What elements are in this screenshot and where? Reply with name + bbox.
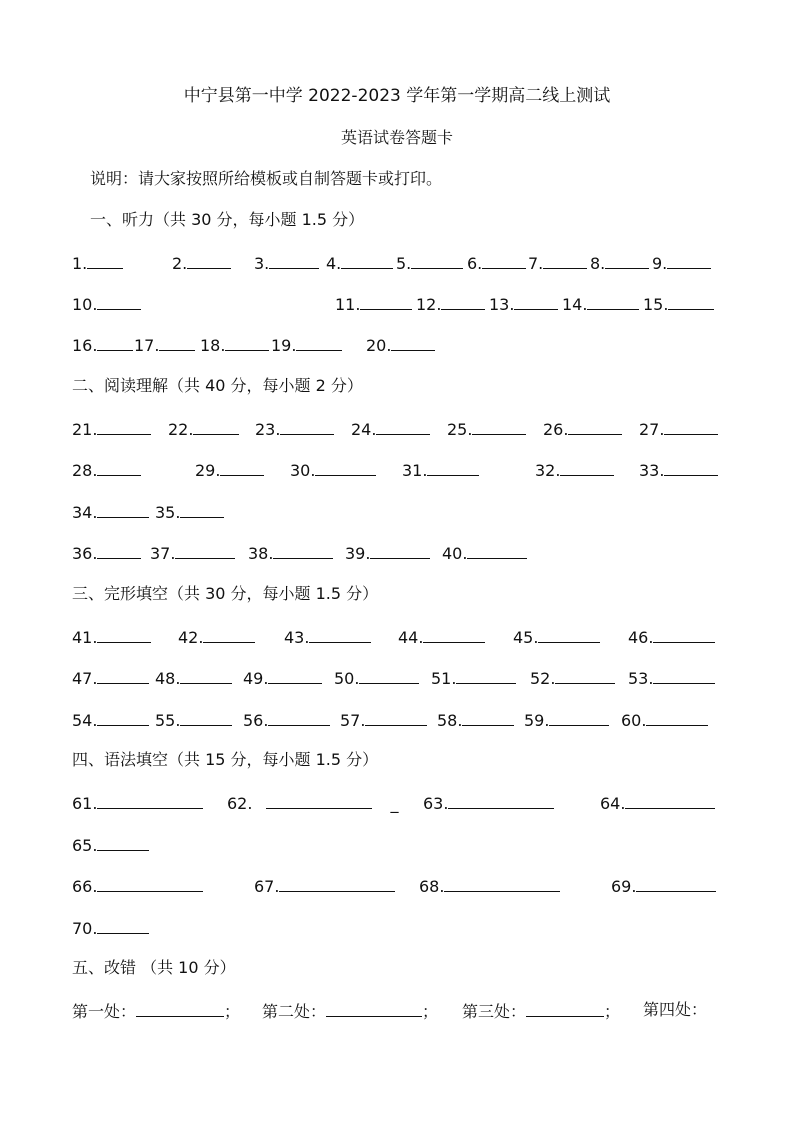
- answer-blank[interactable]: [664, 418, 718, 435]
- answer-item: [628, 626, 715, 648]
- separator: ；: [604, 1002, 621, 1021]
- item-number: 31.: [402, 461, 428, 480]
- item-number: 19.: [271, 336, 297, 355]
- answer-blank[interactable]: [269, 252, 319, 269]
- answer-blank[interactable]: [668, 293, 714, 310]
- item-number: 69.: [611, 877, 637, 896]
- answer-item: [431, 667, 516, 689]
- answer-item: [72, 792, 203, 814]
- item-number: 39.: [345, 544, 371, 563]
- answer-item: [396, 252, 463, 274]
- answer-item: [248, 542, 333, 564]
- answer-blank[interactable]: [268, 667, 322, 684]
- answer-blank[interactable]: [605, 252, 649, 269]
- answer-blank[interactable]: [315, 459, 376, 476]
- answer-blank[interactable]: [97, 418, 151, 435]
- item-number: 16.: [72, 336, 98, 355]
- item-number: 12.: [416, 295, 442, 314]
- answer-blank[interactable]: [159, 334, 195, 351]
- answer-blank[interactable]: [97, 667, 149, 684]
- answer-blank[interactable]: [97, 459, 141, 476]
- answer-item: [639, 418, 718, 440]
- answer-blank[interactable]: [391, 334, 435, 351]
- item-number: 65.: [72, 836, 98, 855]
- answer-item: [326, 252, 393, 274]
- item-number: 44.: [398, 628, 424, 647]
- item-number: 29.: [195, 461, 221, 480]
- item-number: 41.: [72, 628, 98, 647]
- answer-blank[interactable]: [549, 709, 609, 726]
- answer-item: [72, 293, 141, 315]
- correction-item: [462, 1000, 620, 1022]
- item-number: 22.: [168, 420, 194, 439]
- answer-item: [419, 875, 560, 897]
- answer-blank[interactable]: [538, 626, 600, 643]
- answer-blank[interactable]: [273, 542, 333, 559]
- section-cloze-heading: 三、完形填空（共 30 分，每小题 1.5 分）: [72, 584, 379, 603]
- answer-item: [254, 252, 319, 274]
- answer-item: [416, 293, 485, 315]
- section-grammar-heading: 四、语法填空（共 15 分，每小题 1.5 分）: [72, 750, 379, 769]
- item-number: 28.: [72, 461, 98, 480]
- answer-blank[interactable]: [376, 418, 430, 435]
- answer-item: [489, 293, 558, 315]
- section-correction-heading: 五、改错 （共 10 分）: [72, 958, 236, 977]
- item-number: 11.: [335, 295, 361, 314]
- correction-label: 第三处：: [462, 1002, 527, 1021]
- answer-blank[interactable]: [175, 542, 235, 559]
- answer-blank[interactable]: [296, 334, 342, 351]
- item-number: 7.: [528, 254, 544, 273]
- answer-item: [284, 626, 371, 648]
- item-number: 21.: [72, 420, 98, 439]
- answer-blank[interactable]: [370, 542, 430, 559]
- item-number: 23.: [255, 420, 281, 439]
- item-number: 13.: [489, 295, 515, 314]
- item-number: 9.: [652, 254, 668, 273]
- answer-item: [442, 542, 527, 564]
- answer-item: [351, 418, 430, 440]
- answer-blank[interactable]: [472, 418, 526, 435]
- answer-item: [423, 792, 554, 814]
- item-number: 46.: [628, 628, 654, 647]
- item-number: 61.: [72, 794, 98, 813]
- answer-blank[interactable]: [268, 709, 330, 726]
- stray-underscore: _: [390, 794, 399, 813]
- answer-blank[interactable]: [448, 792, 554, 809]
- page-subtitle: 英语试卷答题卡: [340, 128, 453, 147]
- answer-blank[interactable]: [568, 418, 622, 435]
- answer-blank[interactable]: [467, 542, 527, 559]
- correction-blank[interactable]: [326, 1000, 422, 1017]
- item-number: 30.: [290, 461, 316, 480]
- item-number: 68.: [419, 877, 445, 896]
- correction-label: 第二处：: [262, 1002, 327, 1021]
- answer-item: [621, 709, 708, 731]
- item-number: 4.: [326, 254, 342, 273]
- item-number: 52.: [530, 669, 556, 688]
- answer-blank[interactable]: [180, 709, 232, 726]
- answer-item: [340, 709, 427, 731]
- answer-blank[interactable]: [646, 709, 708, 726]
- answer-blank[interactable]: [97, 792, 203, 809]
- answer-blank[interactable]: [587, 293, 639, 310]
- answer-item: [72, 626, 151, 648]
- answer-blank[interactable]: [193, 418, 239, 435]
- answer-blank[interactable]: [560, 459, 614, 476]
- item-number: 64.: [600, 794, 626, 813]
- answer-item: [467, 252, 526, 274]
- answer-item: [134, 334, 195, 356]
- item-number: 17.: [134, 336, 160, 355]
- answer-blank[interactable]: [427, 459, 479, 476]
- answer-item: [335, 293, 412, 315]
- answer-blank[interactable]: [667, 252, 711, 269]
- separator: ；: [422, 1002, 439, 1021]
- answer-blank[interactable]: [543, 252, 587, 269]
- item-number: 40.: [442, 544, 468, 563]
- item-number: 57.: [340, 711, 366, 730]
- item-number: 62.: [227, 794, 253, 813]
- answer-item: [600, 792, 715, 814]
- item-number: 2.: [172, 254, 188, 273]
- item-number: 36.: [72, 544, 98, 563]
- item-number: 26.: [543, 420, 569, 439]
- answer-item: [530, 667, 615, 689]
- item-number: 1.: [72, 254, 88, 273]
- answer-item: [72, 709, 149, 731]
- answer-blank[interactable]: [664, 459, 718, 476]
- answer-item: [437, 709, 514, 731]
- item-number: 27.: [639, 420, 665, 439]
- answer-item: [72, 418, 151, 440]
- answer-item: [155, 501, 224, 523]
- answer-blank[interactable]: [280, 418, 334, 435]
- correction-blank[interactable]: [526, 1000, 604, 1017]
- answer-blank[interactable]: [341, 252, 393, 269]
- item-number: 67.: [254, 877, 280, 896]
- item-number: 59.: [524, 711, 550, 730]
- item-number: 49.: [243, 669, 269, 688]
- item-number: 63.: [423, 794, 449, 813]
- answer-blank[interactable]: [180, 667, 232, 684]
- answer-blank[interactable]: [180, 501, 224, 518]
- answer-blank[interactable]: [411, 252, 463, 269]
- page-title: 中宁县第一中学 2022-2023 学年第一学期高二线上测试: [183, 86, 611, 106]
- answer-item: [652, 252, 711, 274]
- correction-item: [262, 1000, 438, 1022]
- item-number: 8.: [590, 254, 606, 273]
- answer-item: [254, 875, 395, 897]
- answer-blank[interactable]: [97, 709, 149, 726]
- item-number: 70.: [72, 919, 98, 938]
- item-number: 66.: [72, 877, 98, 896]
- answer-blank[interactable]: [653, 667, 715, 684]
- item-number: 58.: [437, 711, 463, 730]
- correction-blank[interactable]: [136, 1000, 224, 1017]
- item-number: 47.: [72, 669, 98, 688]
- answer-item: [366, 334, 435, 356]
- answer-item: [72, 667, 149, 689]
- answer-item: [150, 542, 235, 564]
- answer-item: [562, 293, 639, 315]
- item-number: 20.: [366, 336, 392, 355]
- answer-blank[interactable]: [309, 626, 371, 643]
- answer-blank[interactable]: [97, 293, 141, 310]
- answer-item: [345, 542, 430, 564]
- answer-item: [611, 875, 716, 897]
- answer-item: [639, 459, 718, 481]
- answer-item: [155, 709, 232, 731]
- answer-item: [172, 252, 231, 274]
- answer-item: [398, 626, 485, 648]
- answer-item: [72, 875, 203, 897]
- answer-item: [195, 459, 264, 481]
- section-listening-heading: 一、听力（共 30 分，每小题 1.5 分）: [90, 210, 365, 229]
- answer-blank[interactable]: [636, 875, 716, 892]
- answer-item: [178, 626, 255, 648]
- answer-item: [643, 293, 714, 315]
- item-number: 54.: [72, 711, 98, 730]
- item-number: 3.: [254, 254, 270, 273]
- answer-item: [72, 834, 149, 856]
- answer-item: [543, 418, 622, 440]
- item-number: 38.: [248, 544, 274, 563]
- answer-blank[interactable]: [266, 792, 372, 809]
- answer-blank[interactable]: [97, 501, 149, 518]
- answer-item: [271, 334, 342, 356]
- answer-blank[interactable]: [97, 875, 203, 892]
- item-number: 48.: [155, 669, 181, 688]
- instructions-note: 说明：请大家按照所给模板或自制答题卡或打印。: [90, 169, 443, 188]
- answer-item: [243, 667, 322, 689]
- item-number: 25.: [447, 420, 473, 439]
- item-number: 10.: [72, 295, 98, 314]
- item-number: 60.: [621, 711, 647, 730]
- answer-item: [290, 459, 376, 481]
- item-number: 15.: [643, 295, 669, 314]
- answer-item: [72, 252, 123, 274]
- answer-blank[interactable]: [360, 293, 412, 310]
- item-number: 43.: [284, 628, 310, 647]
- answer-item: [255, 418, 334, 440]
- item-number: 50.: [334, 669, 360, 688]
- answer-blank[interactable]: [653, 626, 715, 643]
- correction-label: 第一处：: [72, 1002, 137, 1021]
- answer-item: [168, 418, 239, 440]
- item-number: 35.: [155, 503, 181, 522]
- answer-blank[interactable]: [456, 667, 516, 684]
- separator: ；: [224, 1002, 241, 1021]
- answer-blank[interactable]: [97, 917, 149, 934]
- answer-item: [535, 459, 614, 481]
- answer-blank[interactable]: [203, 626, 255, 643]
- answer-item: [72, 501, 149, 523]
- correction-item: [643, 1000, 707, 1020]
- item-number: 34.: [72, 503, 98, 522]
- answer-blank[interactable]: [555, 667, 615, 684]
- answer-blank[interactable]: [97, 542, 141, 559]
- answer-item: [590, 252, 649, 274]
- answer-item: [334, 667, 419, 689]
- answer-blank[interactable]: [187, 252, 231, 269]
- item-number: 33.: [639, 461, 665, 480]
- answer-blank[interactable]: [365, 709, 427, 726]
- answer-blank[interactable]: [225, 334, 269, 351]
- answer-item: [200, 334, 269, 356]
- answer-item: [243, 709, 330, 731]
- correction-item: [72, 1000, 240, 1022]
- answer-blank[interactable]: [482, 252, 526, 269]
- answer-item: [402, 459, 479, 481]
- answer-blank[interactable]: [444, 875, 560, 892]
- answer-item: [155, 667, 232, 689]
- answer-blank[interactable]: [97, 334, 133, 351]
- answer-item: [72, 459, 141, 481]
- item-number: 45.: [513, 628, 539, 647]
- answer-item: [528, 252, 587, 274]
- item-number: 32.: [535, 461, 561, 480]
- answer-blank[interactable]: [279, 875, 395, 892]
- answer-blank[interactable]: [87, 252, 123, 269]
- answer-item: [227, 792, 398, 814]
- answer-blank[interactable]: [462, 709, 514, 726]
- item-number: 37.: [150, 544, 176, 563]
- answer-blank[interactable]: [220, 459, 264, 476]
- item-number: 18.: [200, 336, 226, 355]
- item-number: 55.: [155, 711, 181, 730]
- answer-item: [524, 709, 609, 731]
- item-number: 6.: [467, 254, 483, 273]
- item-number: 56.: [243, 711, 269, 730]
- answer-blank[interactable]: [514, 293, 558, 310]
- answer-item: [72, 542, 141, 564]
- correction-label: 第四处：: [643, 1000, 708, 1019]
- item-number: 24.: [351, 420, 377, 439]
- answer-item: [513, 626, 600, 648]
- answer-blank[interactable]: [97, 834, 149, 851]
- item-number: 42.: [178, 628, 204, 647]
- answer-item: [72, 917, 149, 939]
- answer-blank[interactable]: [359, 667, 419, 684]
- item-number: 14.: [562, 295, 588, 314]
- section-reading-heading: 二、阅读理解（共 40 分，每小题 2 分）: [72, 376, 363, 395]
- answer-blank[interactable]: [423, 626, 485, 643]
- answer-blank[interactable]: [625, 792, 715, 809]
- answer-item: [72, 334, 133, 356]
- item-number: 5.: [396, 254, 412, 273]
- item-number: 51.: [431, 669, 457, 688]
- answer-blank[interactable]: [97, 626, 151, 643]
- item-number: 53.: [628, 669, 654, 688]
- answer-item: [628, 667, 715, 689]
- answer-blank[interactable]: [441, 293, 485, 310]
- answer-item: [447, 418, 526, 440]
